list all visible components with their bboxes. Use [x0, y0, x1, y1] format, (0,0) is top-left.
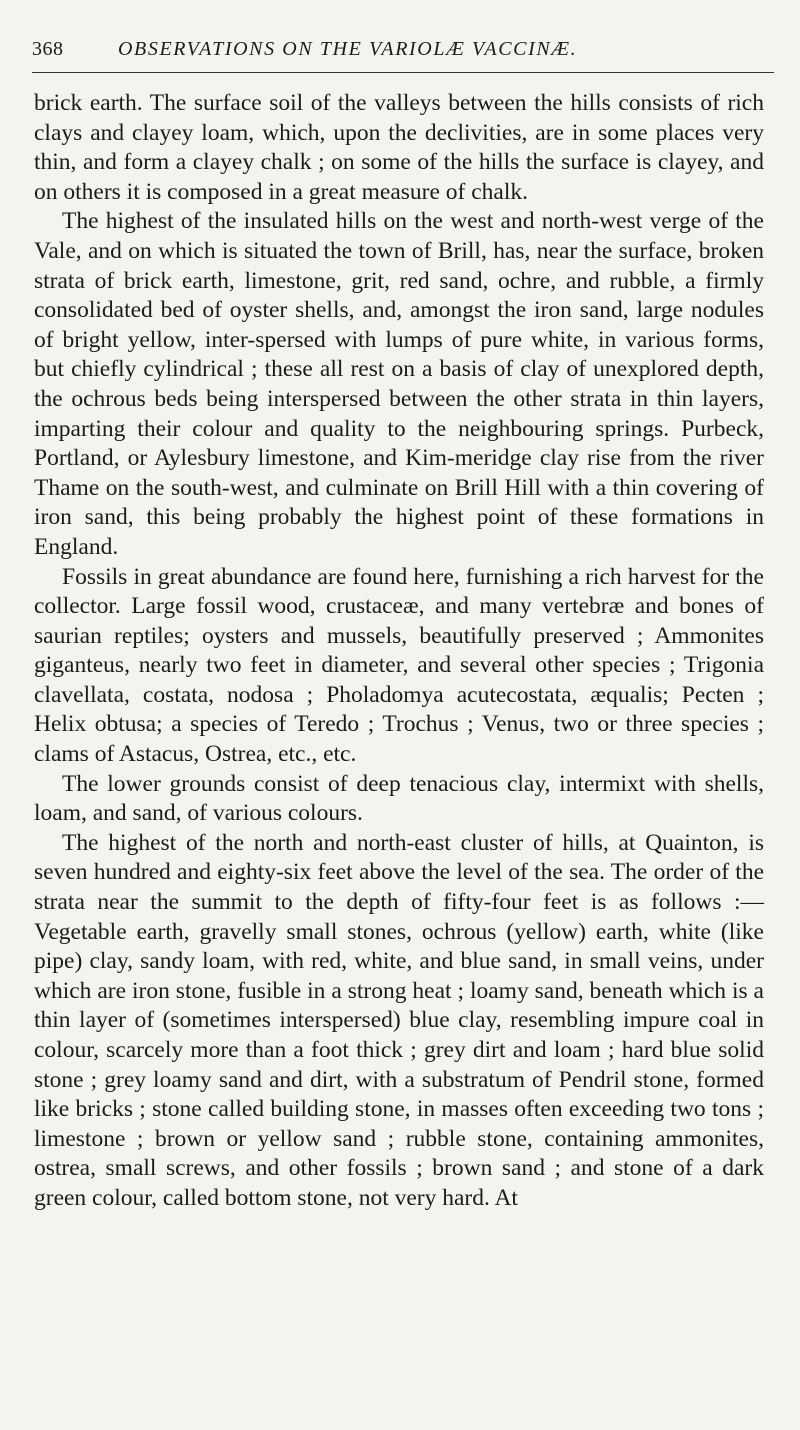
- body-text: [34, 89, 764, 1214]
- page-number: 368: [32, 38, 64, 60]
- paragraph-quainton-strata: The highest of the north and north-east cluster of hills, at Quainton, is seven hundred and eighty-six feet above the level of the sea. The order of the strata near the summit to the depth of fifty-four feet is as follows :—Vegetable earth, gravelly small stones, ochrous (yellow) earth, white (like pipe) clay, sandy loam, with red, white, and blue sand, in small veins, under which are iron stone, fusible in a strong heat ; loamy sand, beneath which is a thin layer of (sometimes interspersed) blue clay, resembling impure coal in colour, scarcely more than a foot thick ; grey dirt and loam ; hard blue solid stone ; grey loamy sand and dirt, with a substratum of Pendril stone, formed like bricks ; stone called building stone, in masses often exceeding two tons ; limestone ; brown or yellow sand ; rubble stone, containing ammonites, ostrea, small screws, and other fossils ; brown sand ; and stone of a dark green colour, called bottom stone, not very hard. At: [34, 829, 764, 1211]
- header-rule: [32, 72, 774, 73]
- running-title: OBSERVATIONS ON THE VARIOLÆ VACCINÆ.: [118, 38, 578, 60]
- paragraph-lower-grounds: The lower grounds consist of deep tenacious clay, intermixt with shells, loam, and sand, of various colours.: [34, 770, 764, 827]
- page-header: [32, 34, 772, 66]
- paragraph-continuation: brick earth. The surface soil of the valleys between the hills consists of rich clays and clayey loam, which, upon the declivities, are in some places very thin, and form a clayey chalk ; on some of the hills the surface is clayey, and on others it is composed in a great measure of chalk.: [34, 90, 764, 205]
- paragraph-brill-strata: The highest of the insulated hills on the west and north-west verge of the Vale, and on which is situated the town of Brill, has, near the surface, broken strata of brick earth, limestone, grit, red sand, ochre, and rubble, a firmly consolidated bed of oyster shells, and, amongst the iron sand, large nodules of bright yellow, inter-spersed with lumps of pure white, in various forms, but chiefly cylindrical ; these all rest on a basis of clay of unexplored depth, the ochrous beds being interspersed between the other strata in thin layers, imparting their colour and quality to the neighbouring springs. Purbeck, Portland, or Aylesbury limestone, and Kim-meridge clay rise from the river Thame on the south-west, and culminate on Brill Hill with a thin covering of iron sand, this being probably the highest point of these formations in England.: [34, 208, 764, 560]
- paragraph-fossils: Fossils in great abundance are found here, furnishing a rich harvest for the collector. Large fossil wood, crustaceæ, and many vertebræ and bones of saurian reptiles; oysters and mussels, beautifully preserved ; Ammonites giganteus, nearly two feet in diameter, and several other species ; Trigonia clavellata, costata, nodosa ; Pholadomya acutecostata, æqualis; Pecten ; Helix obtusa; a species of Teredo ; Trochus ; Venus, two or three species ; clams of Astacus, Ostrea, etc., etc.: [34, 563, 764, 768]
